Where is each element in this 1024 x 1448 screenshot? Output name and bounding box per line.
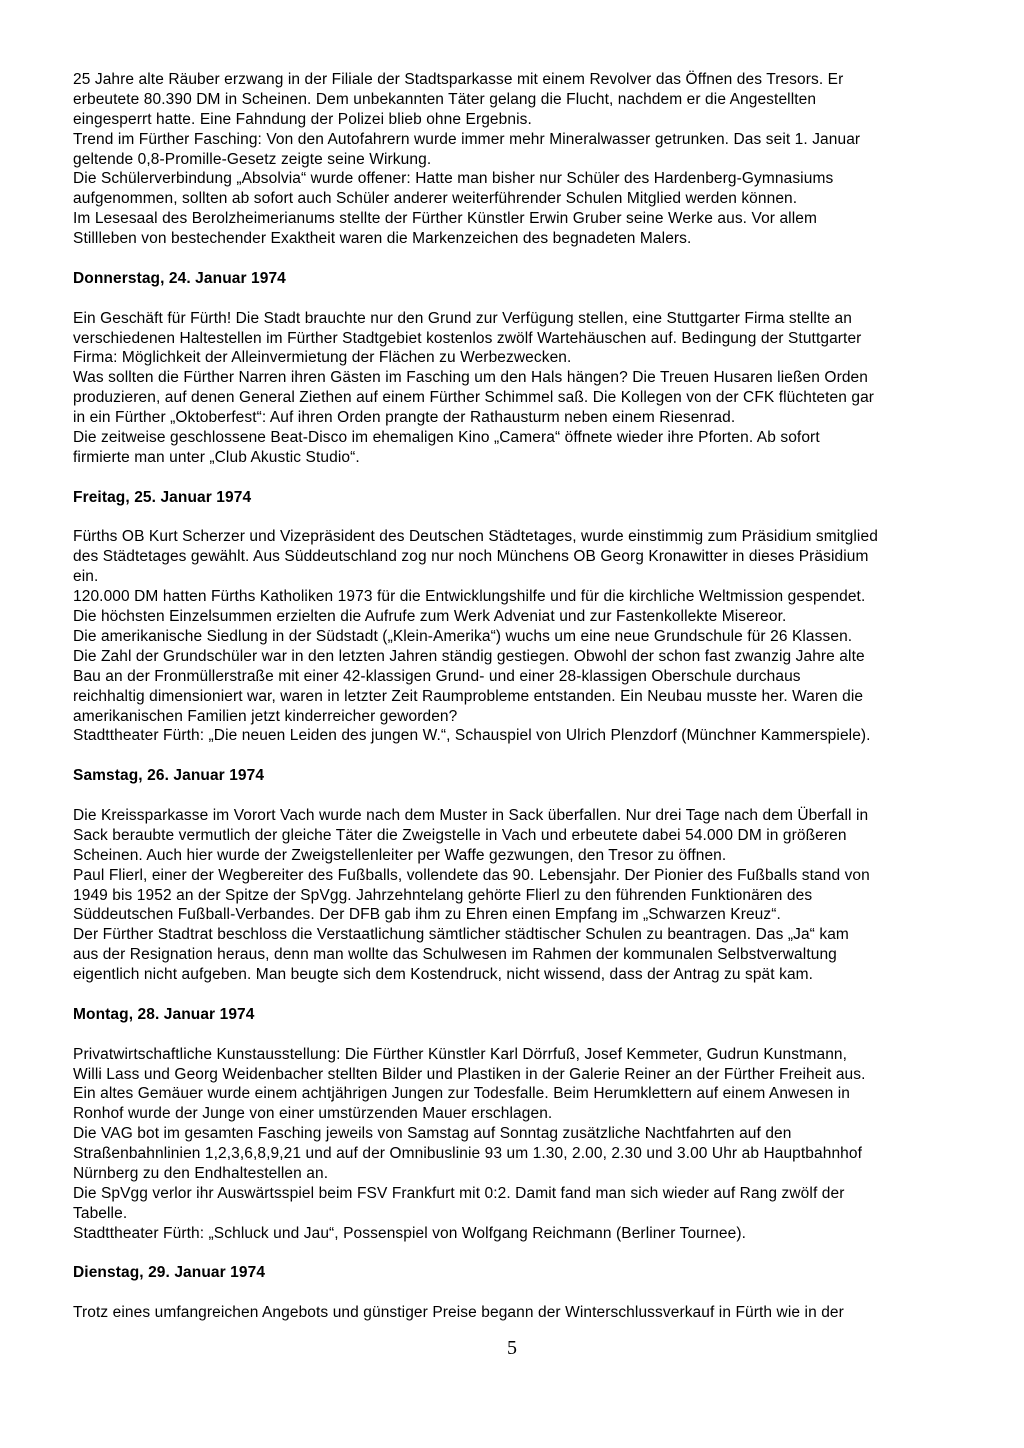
text-line: Die amerikanische Siedlung in der Südstadt („Klein-Amerika“) wuchs um eine neue Grundschule für 26 Klassen.	[73, 627, 853, 645]
blank-line	[73, 1283, 978, 1303]
text-line: Stadttheater Fürth: „Schluck und Jau“, Possenspiel von Wolfgang Reichmann (Berliner Tournee).	[73, 1224, 746, 1242]
section-heading: Freitag, 25. Januar 1974	[73, 488, 252, 506]
section-heading: Samstag, 26. Januar 1974	[73, 767, 265, 785]
text-line: Ein altes Gemäuer wurde einem achtjährigen Jungen zur Todesfalle. Beim Herumklettern auf einem Anwesen in	[73, 1085, 851, 1103]
text-line: Ein Geschäft für Fürth! Die Stadt brauchte nur den Grund zur Verfügung stellen, eine Stuttgarter Firma stellte an	[73, 309, 852, 327]
text-line: Die Schülerverbindung „Absolvia“ wurde offener: Hatte man bisher nur Schüler des Hardenberg-Gymnasiums	[73, 170, 834, 188]
blank-line	[73, 746, 978, 766]
blank-line	[73, 1025, 978, 1045]
page-number: 5	[507, 1337, 517, 1359]
text-line: Die VAG bot im gesamten Fasching jeweils von Samstag auf Sonntag zusätzliche Nachtfahrten auf den	[73, 1125, 792, 1143]
text-line: Bau an der Fronmüllerstraße mit einer 42-klassigen Grund- und einer 28-klassigen Oberschule durchaus	[73, 667, 801, 685]
text-line: Stadttheater Fürth: „Die neuen Leiden des jungen W.“, Schauspiel von Ulrich Plenzdorf (Münchner Kammerspiele).	[73, 727, 871, 745]
text-line: Nürnberg zu den Endhaltestellen an.	[73, 1164, 329, 1182]
text-line: Ronhof wurde der Junge von einer umstürzenden Mauer erschlagen.	[73, 1105, 553, 1123]
text-line: Straßenbahnlinien 1,2,3,6,8,9,21 und auf der Omnibuslinie 93 um 1.30, 2.00, 2.30 und 3.00 Uhr ab Hauptbahnhof	[73, 1145, 863, 1163]
blank-line	[73, 508, 978, 528]
text-line: Privatwirtschaftliche Kunstausstellung: Die Fürther Künstler Karl Dörrfuß, Josef Kemmeter, Gudrun Kunstmann,	[73, 1045, 848, 1063]
text-line: geltende 0,8-Promille-Gesetz zeigte seine Wirkung.	[73, 150, 432, 168]
text-line: Der Fürther Stadtrat beschloss die Verstaatlichung sämtlicher städtischer Schulen zu beantragen. Das „Ja“ kam	[73, 926, 849, 944]
text-line: amerikanischen Familien jetzt kinderreicher geworden?	[73, 707, 458, 725]
text-line: 120.000 DM hatten Fürths Katholiken 1973 für die Entwicklungshilfe und für die kirchliche Weltmission gespendet.	[73, 588, 866, 606]
text-line: verschiedenen Haltestellen im Fürther Stadtgebiet kostenlos zwölf Wartehäuschen auf. Bedingung der Stuttgarter	[73, 329, 862, 347]
text-line: eingesperrt hatte. Eine Fahndung der Polizei blieb ohne Ergebnis.	[73, 110, 532, 128]
text-line: Trotz eines umfangreichen Angebots und günstiger Preise begann der Winterschlussverkauf in Fürth wie in der	[73, 1304, 844, 1322]
text-line: Scheinen. Auch hier wurde der Zweigstellenleiter per Waffe gezwungen, den Tresor zu öffnen.	[73, 846, 727, 864]
document-content	[73, 70, 978, 1343]
text-line: reichhaltig dimensioniert war, waren in letzter Zeit Raumprobleme entstanden. Ein Neubau musste her. Waren die	[73, 687, 864, 705]
text-line: produzieren, auf denen General Ziethen auf einem Fürther Schimmel saß. Die Kollegen von der CFK flüchteten gar	[73, 389, 875, 407]
text-line: eigentlich nicht aufgeben. Man beugte sich dem Kostendruck, nicht wissend, dass der Antrag zu spät kam.	[73, 966, 814, 984]
text-line: Willi Lass und Georg Weidenbacher stellten Bilder und Plastiken in der Galerie Reiner an der Fürther Freiheit aus.	[73, 1065, 866, 1083]
blank-line	[73, 249, 978, 269]
text-line: Firma: Möglichkeit der Alleinvermietung der Flächen zu Werbezwecken.	[73, 349, 572, 367]
text-line: aufgenommen, sollten ab sofort auch Schüler anderer weiterführender Schulen Mitglied werden können.	[73, 190, 798, 208]
text-line: des Städtetages gewählt. Aus Süddeutschland zog nur noch Münchens OB Georg Kronawitter in dieses Präsidium	[73, 548, 869, 566]
blank-line	[73, 468, 978, 488]
text-line: Die Kreissparkasse im Vorort Vach wurde nach dem Muster in Sack überfallen. Nur drei Tage nach dem Überfall in	[73, 806, 869, 824]
text-line: Fürths OB Kurt Scherzer und Vizepräsident des Deutschen Städtetages, wurde einstimmig zum Präsidium smitglied	[73, 528, 878, 546]
blank-line	[73, 985, 978, 1005]
text-line: 1949 bis 1952 an der Spitze der SpVgg. Jahrzehntelang gehörte Flierl zu den führenden Funktionären des	[73, 886, 813, 904]
blank-line	[73, 289, 978, 309]
text-line: Sack beraubte vermutlich der gleiche Täter die Zweigstelle in Vach und erbeutete dabei 54.000 DM in größeren	[73, 826, 847, 844]
text-line: Paul Flierl, einer der Wegbereiter des Fußballs, vollendete das 90. Lebensjahr. Der Pionier des Fußballs stand von	[73, 866, 870, 884]
text-line: Was sollten die Fürther Narren ihren Gästen im Fasching um den Hals hängen? Die Treuen Husaren ließen Orden	[73, 369, 868, 387]
blank-line	[73, 786, 978, 806]
text-line: aus der Resignation heraus, denn man wollte das Schulwesen im Rahmen der kommunalen Selbstverwaltung	[73, 946, 837, 964]
text-line: ein.	[73, 568, 99, 586]
text-line: in ein Fürther „Oktoberfest“: Auf ihren Orden prangte der Rathausturm neben einem Riesenrad.	[73, 409, 736, 427]
text-line: Die zeitweise geschlossene Beat-Disco im ehemaligen Kino „Camera“ öffnete wieder ihre Pforten. Ab sofort	[73, 429, 820, 447]
text-line: Tabelle.	[73, 1204, 128, 1222]
section-heading: Montag, 28. Januar 1974	[73, 1005, 255, 1023]
text-line: Die Zahl der Grundschüler war in den letzten Jahren ständig gestiegen. Obwohl der schon fast zwanzig Jahre alte	[73, 647, 865, 665]
text-line: firmierte man unter „Club Akustic Studio“.	[73, 448, 360, 466]
section-heading: Donnerstag, 24. Januar 1974	[73, 269, 286, 287]
text-line: Trend im Fürther Fasching: Von den Autofahrern wurde immer mehr Mineralwasser getrunken. Das seit 1. Januar	[73, 130, 861, 148]
text-line: Stillleben von bestechender Exaktheit waren die Markenzeichen des begnadeten Malers.	[73, 230, 692, 248]
text-line: Süddeutschen Fußball-Verbandes. Der DFB gab ihm zu Ehren einen Empfang im „Schwarzen Kreuz“.	[73, 906, 781, 924]
blank-line	[73, 1244, 978, 1264]
text-line: Im Lesesaal des Berolzheimerianums stellte der Fürther Künstler Erwin Gruber seine Werke aus. Vor allem	[73, 210, 817, 228]
section-heading: Dienstag, 29. Januar 1974	[73, 1264, 266, 1282]
text-line: 25 Jahre alte Räuber erzwang in der Filiale der Stadtsparkasse mit einem Revolver das Öffnen des Tresors. Er	[73, 71, 844, 88]
text-line: Die SpVgg verlor ihr Auswärtsspiel beim FSV Frankfurt mit 0:2. Damit fand man sich wieder auf Rang zwölf der	[73, 1184, 845, 1202]
text-line: erbeutete 80.390 DM in Scheinen. Dem unbekannten Täter gelang die Flucht, nachdem er die Angestellten	[73, 90, 817, 108]
text-line: Die höchsten Einzelsummen erzielten die Aufrufe zum Werk Adveniat und zur Fastenkollekte Misereor.	[73, 608, 787, 626]
